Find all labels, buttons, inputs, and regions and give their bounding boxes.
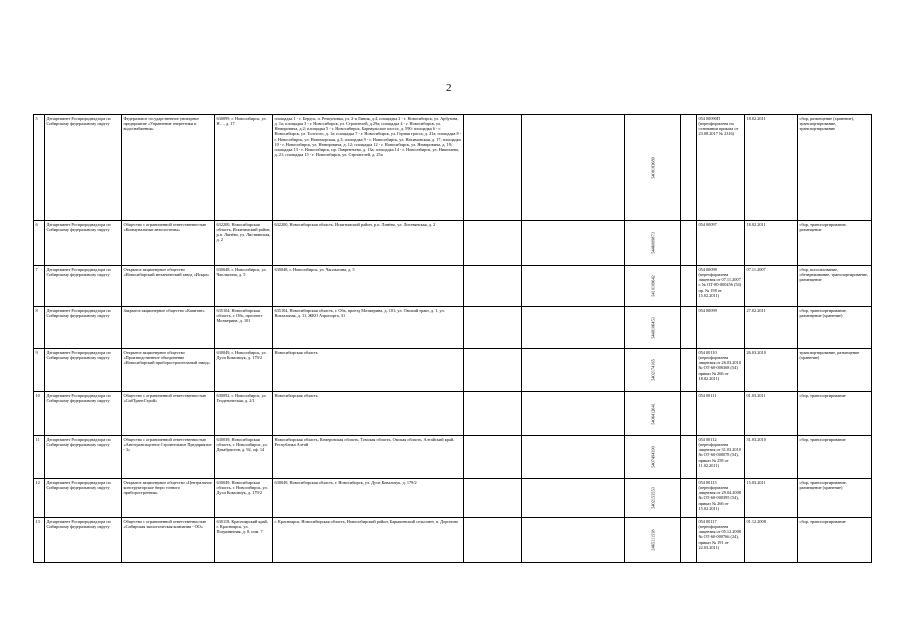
- authority-cell: Департамент Росприроднадзора по Сибирскому федеральному округу: [45, 221, 122, 266]
- page-number: 2: [446, 82, 452, 94]
- table-row: [34, 266, 872, 307]
- empty-cell: [522, 479, 625, 518]
- row-number: 12: [34, 479, 45, 518]
- legal-address-cell: 630092, г. Новосибирск, ул. Геодезическая, д. 2/1: [215, 392, 273, 436]
- empty-cell: [681, 436, 697, 479]
- inn-cell: [625, 436, 681, 479]
- empty-cell: [522, 392, 625, 436]
- license-date-cell: 01.12.2008: [745, 518, 798, 563]
- empty-cell: [681, 266, 697, 307]
- empty-cell: [522, 115, 625, 221]
- empty-cell: [681, 479, 697, 518]
- activity-cell: сбор, использование, обезвреживание, транспортирование, размещение: [798, 266, 872, 307]
- license-date-cell: 15.03.2011: [745, 479, 798, 518]
- row-number: 6: [34, 221, 45, 266]
- legal-address-cell: 630049, г. Новосибирск, ул. Дуси Ковальчук, д. 179/2: [215, 349, 273, 392]
- inn-cell: [625, 349, 681, 392]
- activity-cell: сбор, транспортирование, размещение: [798, 221, 872, 266]
- inn-cell: [625, 479, 681, 518]
- activity-cell: сбор, транспортирование: [798, 436, 872, 479]
- inn-value: 5407494390: [649, 446, 655, 468]
- activity-cell: сбор, транспортирование, размещение (хранение): [798, 307, 872, 349]
- empty-cell: [681, 307, 697, 349]
- row-number: 7: [34, 266, 45, 307]
- empty-cell: [681, 221, 697, 266]
- license-register-table: [33, 114, 872, 563]
- empty-cell: [464, 266, 522, 307]
- sites-cell: Новосибирская область: [273, 349, 464, 392]
- empty-cell: [681, 518, 697, 563]
- table-row: [34, 392, 872, 436]
- license-date-cell: 18.02.2011: [745, 115, 798, 221]
- license-cell: 054 00097: [697, 221, 745, 266]
- empty-cell: [464, 349, 522, 392]
- empty-cell: [522, 307, 625, 349]
- empty-cell: [464, 479, 522, 518]
- table-row: [34, 518, 872, 563]
- activity-cell: сбор, транспортирование: [798, 392, 872, 436]
- organization-cell: Открытое акционерное общество «Центральное конструкторское бюро точного приборостроения»: [122, 479, 215, 518]
- authority-cell: Департамент Росприроднадзора по Сибирскому федеральному округу: [45, 518, 122, 563]
- empty-cell: [522, 518, 625, 563]
- authority-cell: Департамент Росприроднадзора по Сибирскому федеральному округу: [45, 436, 122, 479]
- inn-value: 5402174165: [649, 359, 655, 381]
- organization-cell: Общество с ограниченной ответственностью «Сибирская экологическая компания - ОО»: [122, 518, 215, 563]
- empty-cell: [464, 392, 522, 436]
- authority-cell: Департамент Росприроднадзора по Сибирскому федеральному округу: [45, 349, 122, 392]
- inn-cell: [625, 221, 681, 266]
- organization-cell: Открытое акционерное общество «Новосибирский механический завод «Искра»: [122, 266, 215, 307]
- license-cell: 054 00099: [697, 307, 745, 349]
- empty-cell: [464, 115, 522, 221]
- license-cell: 054 00098 (переоформлена лицензия от 07.11.2007 г. № ОТ-80-000456 (54) пр. № 198 от 15.02.2011): [697, 266, 745, 307]
- row-number: 10: [34, 392, 45, 436]
- sites-cell: 635104, Новосибирская область, г. Обь, проезд Мозжерина, д. 101; ул. Омский тракт, д. 1, ул. Вокзальная, д. 11, ЖКО Аэропорта, 31: [273, 307, 464, 349]
- table-row: [34, 221, 872, 266]
- organization-cell: Общество с ограниченной ответственностью «Коммунальные автосистемы»: [122, 221, 215, 266]
- legal-address-cell: 630049, Новосибирская область, г. Новосибирск, ул. Дуси Ковальчук, д. 179/2: [215, 479, 273, 518]
- authority-cell: Департамент Росприроднадзора по Сибирскому федеральному округу: [45, 392, 122, 436]
- empty-cell: [681, 392, 697, 436]
- inn-cell: [625, 115, 681, 221]
- authority-cell: Департамент Росприроднадзора по Сибирскому федеральному округу: [45, 266, 122, 307]
- empty-cell: [464, 518, 522, 563]
- license-cell: 054 00112 (переоформлена лицензия от 31.03.2010 № ОТ-60-000078 (54), приказ № 258 от 11.02.2011): [697, 436, 745, 479]
- organization-cell: Общество с ограниченной ответственностью «СибТрансСтрой»: [122, 392, 215, 436]
- license-date-cell: 27.02.2011: [745, 307, 798, 349]
- empty-cell: [681, 115, 697, 221]
- table-row: [34, 307, 872, 349]
- inn-value: 5410109642: [649, 275, 655, 297]
- empty-cell: [522, 349, 625, 392]
- sites-cell: 630049, Новосибирская область, г. Новосибирск, ул. Дуси Ковальчук, д. 179/2: [273, 479, 464, 518]
- inn-cell: [625, 307, 681, 349]
- license-cell: 054 00117 (переоформлена лицензия от 05.12.2008 № ОТ-60-000766 (24), приказ № 191 от 22.03.2011): [697, 518, 745, 563]
- legal-address-cell: 630099, г. Новосибирск, ул. Н…, д. 17: [215, 115, 273, 221]
- empty-cell: [464, 221, 522, 266]
- authority-cell: Департамент Росприроднадзора по Сибирскому федеральному округу: [45, 115, 122, 221]
- authority-cell: Департамент Росприроднадзора по Сибирскому федеральному округу: [45, 307, 122, 349]
- authority-cell: Департамент Росприроднадзора по Сибирскому федеральному округу: [45, 479, 122, 518]
- legal-address-cell: 630048, г. Новосибирск, ул. Чаплыгина, д. 5: [215, 266, 273, 307]
- empty-cell: [522, 221, 625, 266]
- inn-cell: [625, 392, 681, 436]
- inn-value: 5406412641: [649, 402, 655, 425]
- legal-address-cell: 635104, Новосибирская область, г. Обь, проспект Мозжерина, д. 101: [215, 307, 273, 349]
- legal-address-cell: 630039, Новосибирская область, г. Новосибирск, ул. Декабристов, д. 92, оф. 14: [215, 436, 273, 479]
- row-number: 9: [34, 349, 45, 392]
- license-cell: 054 00115 (переоформлена лицензия от 29.04.2008 № ОТ-60-000395 (54), приказ № 266 от 15.02.2011): [697, 479, 745, 518]
- sites-cell: площадка 1 - г. Бердск, п. Речкуновка, ул. 2-я Линия, д.4, площадка 2 - г. Новосибирск, ул. Арбузова, д. 1а; площадка 3 - г. Новосибирск, ул. Строителей, д.29а; площадка 4 - г. Новосибирск, ул. Немировича, д.2; площадка 5 - г. Новосибирск, Барнаульское шоссе, д. 590; площадка 6 - г. Новосибирск, ул. Толстого, д. 1а; площадка 7 - г. Новосибирск, ул. Горная трасса, д. 21а; площадка 8 - г. Новосибирск, ул. Новоморская, д.3; площадка 9 - г. Новосибирск, ул. Нахимовская, д. 17; площадка 10 - г. Новосибирск, ул. Немировича, д. 12; площадка 12 - г. Новосибирск, ул. Немировича, д. 19; площадка 13 - г. Новосибирск, пр. Лаврентьева, д. 13а; площадка 14 - г. Новосибирск, ул. Николаева, д. 21; площадка 15 - г. Новосибирск, ул. Строителей, д. 25а: [273, 115, 464, 221]
- sites-cell: 630048, г. Новосибирск, ул. Чаплыгина, д. 5: [273, 266, 464, 307]
- license-cell: 054 00090П (переоформлена на основании приказа от 23.08.2017 № 2316): [697, 115, 745, 221]
- inn-value: 2465111538: [649, 529, 655, 551]
- empty-cell: [464, 307, 522, 349]
- legal-address-cell: 630118, Красноярский край, г. Красноярск, ул. Пограничная, д. 8, пом. 7: [215, 518, 273, 563]
- license-date-cell: 26.03.2010: [745, 349, 798, 392]
- empty-cell: [522, 266, 625, 307]
- activity-cell: сбор, размещение (хранение), транспортирование, транспортирование: [798, 115, 872, 221]
- empty-cell: [681, 349, 697, 392]
- organization-cell: Открытое акционерное общество «Производственное объединение «Новосибирский приборостроительный завод»: [122, 349, 215, 392]
- license-date-cell: 18.02.2011: [745, 221, 798, 266]
- sites-cell: 632200, Новосибирская область, Искитимский район, р.п. Линёво, ул. Листвянская, д. 2: [273, 221, 464, 266]
- activity-cell: транспортирование, размещение (хранение): [798, 349, 872, 392]
- inn-value: 5402153553: [649, 487, 655, 509]
- organization-cell: Закрытое акционерное общество «Капитан»: [122, 307, 215, 349]
- inn-value: 5446009873: [649, 232, 655, 254]
- license-cell: 054 00111: [697, 392, 745, 436]
- license-date-cell: 31.03.2010: [745, 436, 798, 479]
- organization-cell: Федеральное государственное унитарное предприятие «Управление энергетики и водоснабжения»: [122, 115, 215, 221]
- license-date-cell: 07.11.2007: [745, 266, 798, 307]
- empty-cell: [464, 436, 522, 479]
- table-row: [34, 115, 872, 221]
- inn-value: 5448106453: [649, 316, 655, 339]
- inn-value: 5408183689: [649, 156, 655, 179]
- sites-cell: Новосибирская область, Кемеровская область, Томская область, Омская область, Алтайский край, Республика Алтай: [273, 436, 464, 479]
- row-number: 8: [34, 307, 45, 349]
- empty-cell: [522, 436, 625, 479]
- organization-cell: Общество с ограниченной ответственностью «Автотранспортное Строительное Предприятие - 3»: [122, 436, 215, 479]
- table-row: [34, 436, 872, 479]
- sites-cell: г. Красноярск, Новосибирская область, Новосибирский район, Барышевский сельсовет, п. Дорогино: [273, 518, 464, 563]
- table-row: [34, 479, 872, 518]
- activity-cell: сбор, транспортирование, размещение (хранение): [798, 479, 872, 518]
- row-number: 13: [34, 518, 45, 563]
- row-number: 5: [34, 115, 45, 221]
- inn-cell: [625, 266, 681, 307]
- row-number: 11: [34, 436, 45, 479]
- legal-address-cell: 632200, Новосибирская область, Искитимский район, р.п. Линёво, ул. Листвянская, д. 2: [215, 221, 273, 266]
- table-row: [34, 349, 872, 392]
- license-cell: 054 00110 (переоформлена лицензия от 26.03.2010 № ОТ-60-000368 (54) приказ № 266 от 18.02.2011): [697, 349, 745, 392]
- activity-cell: сбор, транспортирование: [798, 518, 872, 563]
- inn-cell: [625, 518, 681, 563]
- license-date-cell: 01.03.2011: [745, 392, 798, 436]
- sites-cell: Новосибирская область: [273, 392, 464, 436]
